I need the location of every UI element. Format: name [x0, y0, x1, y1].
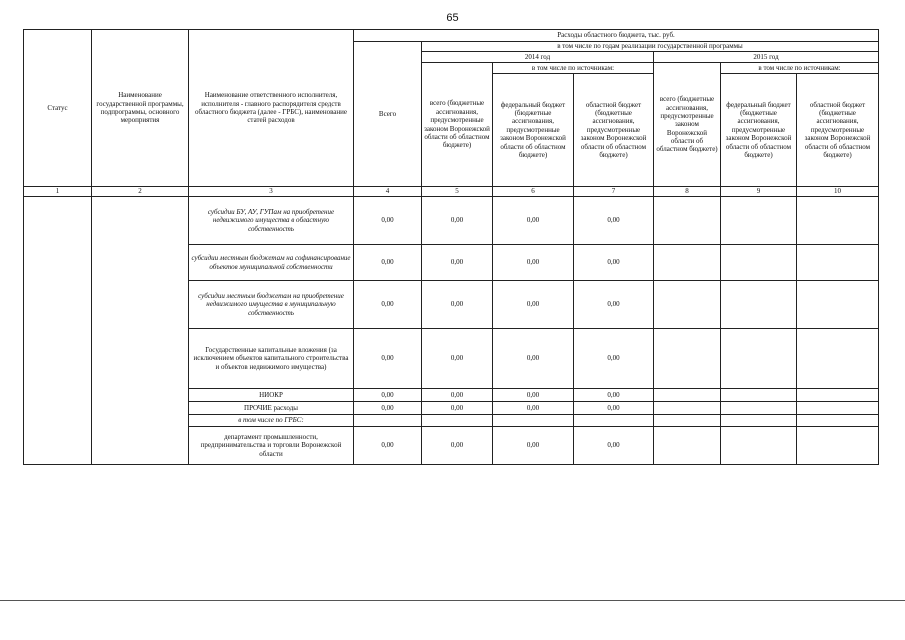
- regional-2015-value: [797, 402, 879, 415]
- total-value: 0,00: [354, 427, 422, 465]
- federal-2015-value: [721, 245, 797, 281]
- by-years-header: в том числе по годам реализации государственной программы: [422, 42, 879, 52]
- status-header: Статус: [24, 30, 92, 187]
- federal-2015-value: [721, 329, 797, 389]
- total-value: 0,00: [354, 245, 422, 281]
- regional-2015-header: областной бюджет (бюджетные ассигнования, предусмотренные законом Воронежской области об областном бюджете): [797, 74, 879, 187]
- total-2015-value: [654, 389, 721, 402]
- year-2015-header: 2015 год: [654, 52, 879, 63]
- total-2015-value: [654, 329, 721, 389]
- total-law-2014-header: всего (бюджетные ассигнования, предусмотренные законом Воронежской области об областном бюджете): [422, 63, 493, 187]
- total-2015-value: [654, 245, 721, 281]
- total-2014-value: 0,00: [422, 427, 493, 465]
- federal-2015-value: [721, 389, 797, 402]
- row-label: департамент промышленности, предпринимательства и торговли Воронежской области: [189, 427, 354, 465]
- federal-2015-value: [721, 281, 797, 329]
- regional-2014-value: 0,00: [574, 402, 654, 415]
- row-label: в том числе по ГРБС:: [189, 415, 354, 427]
- federal-2015-value: [721, 415, 797, 427]
- total-law-2015-header: всего (бюджетные ассигнования, предусмотренные законом Воронежской области об областном бюджете): [654, 63, 721, 187]
- total-value: 0,00: [354, 402, 422, 415]
- row-label: субсидии БУ, АУ, ГУПам на приобретение недвижимого имущества в областную собственность: [189, 197, 354, 245]
- regional-2015-value: [797, 245, 879, 281]
- total-2014-value: 0,00: [422, 281, 493, 329]
- regional-2015-value: [797, 197, 879, 245]
- total-2015-value: [654, 415, 721, 427]
- total-2014-value: 0,00: [422, 197, 493, 245]
- status-cell: [24, 197, 92, 465]
- regional-2014-value: 0,00: [574, 245, 654, 281]
- regional-2015-value: [797, 329, 879, 389]
- row-label: субсидии местным бюджетам на приобретение недвижимого имущества в муниципальную собственность: [189, 281, 354, 329]
- federal-2014-value: [493, 415, 574, 427]
- total-2014-value: [422, 415, 493, 427]
- column-number: 3: [189, 187, 354, 197]
- total-value: 0,00: [354, 281, 422, 329]
- column-number: 1: [24, 187, 92, 197]
- program-name-header: Наименование государственной программы, подпрограммы, основного мероприятия: [92, 30, 189, 187]
- federal-2015-value: [721, 197, 797, 245]
- federal-2015-header: федеральный бюджет (бюджетные ассигнования, предусмотренные законом Воронежской области об областном бюджете): [721, 74, 797, 187]
- federal-2014-value: 0,00: [493, 427, 574, 465]
- regional-2015-value: [797, 415, 879, 427]
- column-number: 8: [654, 187, 721, 197]
- row-label: Государственные капитальные вложения (за исключением объектов капитального строительства и объектов недвижимого имущества): [189, 329, 354, 389]
- column-number: 6: [493, 187, 574, 197]
- row-label: НИОКР: [189, 389, 354, 402]
- regional-2014-value: [574, 415, 654, 427]
- column-number: 4: [354, 187, 422, 197]
- regional-2014-value: 0,00: [574, 389, 654, 402]
- federal-2014-value: 0,00: [493, 281, 574, 329]
- header-row-1: [24, 30, 879, 42]
- total-2014-value: 0,00: [422, 402, 493, 415]
- column-number: 7: [574, 187, 654, 197]
- regional-2015-value: [797, 389, 879, 402]
- by-sources-2015-header: в том числе по источникам:: [721, 63, 879, 74]
- year-2014-header: 2014 год: [422, 52, 654, 63]
- expenses-header: Расходы областного бюджета, тыс. руб.: [354, 30, 879, 42]
- total-value: [354, 415, 422, 427]
- table-row: [24, 197, 879, 245]
- regional-2014-header: областной бюджет (бюджетные ассигнования, предусмотренные законом Воронежской области об областном бюджете): [574, 74, 654, 187]
- regional-2015-value: [797, 281, 879, 329]
- executor-header: Наименование ответственного исполнителя, исполнителя - главного распорядителя средств областного бюджета (далее - ГРБС), наименование статей расходов: [189, 30, 354, 187]
- federal-2014-value: 0,00: [493, 402, 574, 415]
- total-header: Всего: [354, 42, 422, 187]
- federal-2014-header: федеральный бюджет (бюджетные ассигнования, предусмотренные законом Воронежской области об областном бюджете): [493, 74, 574, 187]
- federal-2015-value: [721, 427, 797, 465]
- column-number: 9: [721, 187, 797, 197]
- regional-2014-value: 0,00: [574, 197, 654, 245]
- federal-2014-value: 0,00: [493, 197, 574, 245]
- row-label: ПРОЧИЕ расходы: [189, 402, 354, 415]
- column-number: 10: [797, 187, 879, 197]
- total-value: 0,00: [354, 389, 422, 402]
- page-bottom-divider: [0, 600, 905, 601]
- regional-2014-value: 0,00: [574, 427, 654, 465]
- federal-2015-value: [721, 402, 797, 415]
- total-2015-value: [654, 402, 721, 415]
- federal-2014-value: 0,00: [493, 329, 574, 389]
- federal-2014-value: 0,00: [493, 245, 574, 281]
- total-2015-value: [654, 427, 721, 465]
- total-value: 0,00: [354, 329, 422, 389]
- total-2015-value: [654, 281, 721, 329]
- program-name-cell: [92, 197, 189, 465]
- total-2014-value: 0,00: [422, 245, 493, 281]
- column-numbers-row: [24, 187, 879, 197]
- regional-2014-value: 0,00: [574, 281, 654, 329]
- total-2015-value: [654, 197, 721, 245]
- page-number: 65: [446, 12, 459, 24]
- regional-2015-value: [797, 427, 879, 465]
- federal-2014-value: 0,00: [493, 389, 574, 402]
- regional-2014-value: 0,00: [574, 329, 654, 389]
- total-value: 0,00: [354, 197, 422, 245]
- by-sources-2014-header: в том числе по источникам:: [493, 63, 654, 74]
- row-label: субсидии местным бюджетам на софинансирование объектов муниципальной собственности: [189, 245, 354, 281]
- total-2014-value: 0,00: [422, 389, 493, 402]
- column-number: 5: [422, 187, 493, 197]
- total-2014-value: 0,00: [422, 329, 493, 389]
- column-number: 2: [92, 187, 189, 197]
- budget-table: [23, 29, 879, 465]
